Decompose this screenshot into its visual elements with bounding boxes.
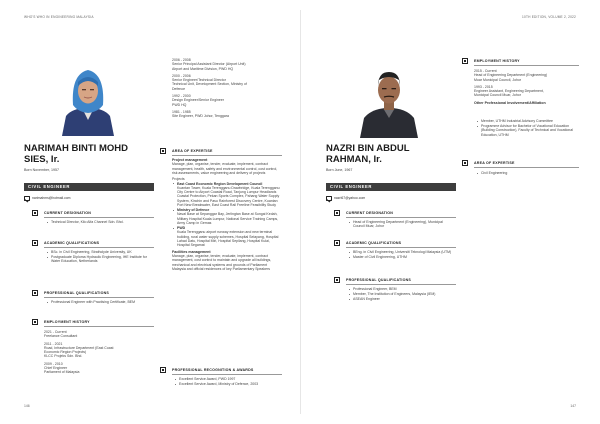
employment-line: Senior Principal Assistant Director (Airport Unit) (172, 62, 246, 67)
facilities-management-text: Manage, plan, organise, tender, evaluate, implement, contract management, cost control to maintain and upgrade all buildings, mechanical and electrical systems and grounds of Parliament Malaysia and official residences of key Parliamentary Speakers (172, 254, 272, 271)
other-involvement-title: Other Professional Involvement/Affiliation (474, 100, 546, 105)
right-email-text: nazri67@yahoo.com (334, 196, 366, 201)
left-academic-title: ACADEMIC QUALIFICATIONS (44, 241, 100, 245)
list-item: BSc. in Civil Engineering, Strathclyde University, UK (46, 250, 151, 254)
list-item: Programme Advisor for Bachelor of Vocational Education (Building Construction), Faculty of Technical and Vocational Education, UTHM (476, 124, 576, 137)
left-profession-band: CIVIL ENGINEER (24, 183, 154, 191)
list-item: Civil Engineering (476, 171, 576, 175)
project-management-text: Manage, plan, organise, tender, evaluate, implement, contract management, health, safety and environmental control, cost control, risk assessments, value engineering and delivery of projects (172, 162, 278, 175)
section-rule (346, 284, 456, 285)
left-person-name (24, 144, 128, 165)
left-current-title: CURRENT DESIGNATION (44, 211, 92, 215)
list-item (172, 226, 280, 247)
list-item: Postgraduate Diploma Hydraulic Engineering, IHE Institute for Water Education, Netherlands (46, 255, 151, 264)
projects-label: Projects (172, 177, 185, 182)
right-current-title: CURRENT DESIGNATION (346, 211, 394, 215)
right-name-line2: RAHMAN, Ir. (326, 153, 382, 165)
list-item: Professional Engineer with Practising Certificate, BEM (46, 300, 151, 304)
employment-line: Freelance Consultant (44, 334, 78, 339)
left-page-header: WHO'S WHO IN ENGINEERING MALAYSIA (24, 15, 94, 19)
section-rule (474, 167, 579, 168)
left-current-list (46, 220, 151, 225)
employment-line: Municipal Council Muar, Johor (474, 93, 521, 98)
list-item: Technical Director, Kilo Alfa Channel Sdn. Bhd. (46, 220, 151, 224)
right-employment-list (474, 69, 579, 105)
facilities-management-title: Facilities management (172, 249, 211, 254)
employment-line: Head of Engineering Department (Engineering) (474, 73, 548, 78)
section-marker-icon (462, 160, 468, 166)
list-item (172, 182, 280, 208)
left-email-text: narimahms@hotmail.com (32, 196, 71, 201)
left-email (24, 196, 71, 201)
section-marker-icon (32, 319, 38, 325)
left-recognition-list (174, 377, 279, 387)
section-marker-icon (334, 210, 340, 216)
employment-line: Road, Infrastructure Department (East Coast (44, 345, 114, 350)
right-current-list (348, 220, 453, 229)
left-page-number: 146 (24, 404, 30, 408)
page-gutter (300, 10, 301, 414)
section-marker-icon (334, 277, 340, 283)
employment-line: Technical Unit, Development Section, Ministry of (172, 82, 247, 87)
section-rule (172, 155, 282, 156)
section-marker-icon (32, 290, 38, 296)
right-profession-band: CIVIL ENGINEER (326, 183, 456, 191)
employment-line: Parliament of Malaysia (44, 370, 80, 375)
employment-line: KLCC Projeks Sdn. Bhd. (44, 354, 83, 359)
left-employment-list (44, 330, 154, 375)
section-rule (346, 247, 456, 248)
right-expertise-list (476, 171, 576, 176)
left-expertise-title: AREA OF EXPERTISE (172, 149, 213, 153)
employment-line: Airport and Maritime Division, PWD HQ (172, 66, 234, 71)
list-item: Master of Civil Engineering, UTHM (348, 255, 453, 259)
employment-line: Chief Engineer (44, 366, 68, 371)
right-other-list (476, 119, 576, 138)
left-professional-title: PROFESSIONAL QUALIFICATIONS (44, 291, 109, 295)
section-rule (44, 326, 154, 327)
project-title: Ministry of Defence (177, 208, 210, 213)
employment-line: Site Engineer, PWD Johor, Tenggara (172, 114, 229, 119)
right-professional-title: PROFESSIONAL QUALIFICATIONS (346, 278, 411, 282)
employment-line: PWD HQ (172, 102, 187, 107)
right-person-name (326, 144, 410, 165)
project-text: Kuala Terengganu airport runway extension and new terminal building, rural water supply schemes, Hospital Selayang, Hospital Lahad Datu, Hospital Miri, Hospital Sepilang, Hospital Kulai, Hospital Segamat (177, 230, 279, 248)
project-text: Naval Base at Sepanggar Bay, Jerlingtan Base at Sungai Kedah, Military Hospital Kuala Lumpur, National Service Training Camps, Army Camp in Gemas (177, 212, 279, 226)
left-academic-list (46, 250, 151, 264)
left-name-line1: NARIMAH BINTI MOHD (24, 143, 128, 154)
left-employment-title: EMPLOYMENT HISTORY (44, 320, 90, 324)
left-profile-photo (58, 60, 118, 136)
employment-line: Engineer Assistant, Engineering Department, (474, 89, 544, 94)
right-professional-list (348, 287, 453, 302)
list-item: Head of Engineering Department (Engineering), Municipal Council Muar, Johor (348, 220, 453, 229)
list-item: ASEAN Engineer (348, 297, 453, 301)
employment-years: 2006 - 2008 (172, 58, 191, 62)
section-rule (44, 217, 154, 218)
employment-years: 2009 - 2010 (44, 361, 63, 366)
employment-years: 1981 - 1985 (172, 109, 191, 114)
section-rule (44, 297, 154, 298)
list-item: Excellent Service Award, Ministry of Defence, 2003 (174, 382, 279, 386)
list-item: BEng. in Civil Engineering, Universiti Teknologi Malaysia (UTM) (348, 250, 453, 254)
email-icon (326, 196, 332, 201)
employment-years: 1993 - 2015 (474, 84, 493, 89)
employment-years: 2011 - 2021 (44, 341, 63, 346)
right-profile-photo (358, 60, 420, 138)
portrait-woman-icon (58, 60, 118, 136)
right-page-header: 10TH EDITION, VOLUME 2, 2022 (522, 15, 576, 19)
section-rule (474, 65, 579, 66)
project-title: East Coast Economic Region Development Council (177, 181, 263, 186)
section-marker-icon (160, 148, 166, 154)
employment-line: Economic Region Projects) (44, 350, 87, 355)
section-rule (44, 247, 154, 248)
right-name-line1: NAZRI BIN ABDUL (326, 143, 410, 154)
right-email (326, 196, 365, 201)
right-expertise-title: AREA OF EXPERTISE (474, 161, 515, 165)
list-item: Member, UTHM Industrial Advisory Committee (476, 119, 576, 123)
right-employment-title: EMPLOYMENT HISTORY (474, 59, 520, 63)
list-item: Professional Engineer, BEM (348, 287, 453, 291)
section-rule (346, 217, 456, 218)
left-recognition-title: PROFESSIONAL RECOGNITION & AWARDS (172, 368, 254, 372)
employment-years: 2021 - Current (44, 330, 67, 334)
employment-line: Muar Municipal Council, Johor (474, 77, 522, 82)
employment-line: Senior Engineer/Technical Director (172, 78, 226, 83)
section-rule (172, 374, 282, 375)
employment-years: 1992 - 2000 (172, 94, 191, 99)
right-born: Born June, 1967 (326, 168, 353, 172)
employment-years: 2000 - 2006 (172, 73, 191, 78)
right-page-number: 147 (570, 404, 576, 408)
list-item: Member, The Institution of Engineers, Malaysia (IEM) (348, 292, 453, 296)
employment-line: Defence (172, 86, 186, 91)
projects-list (172, 182, 280, 248)
list-item (172, 208, 280, 225)
employment-line: Design Engineer/Senior Engineer (172, 98, 224, 103)
right-academic-title: ACADEMIC QUALIFICATIONS (346, 241, 402, 245)
left-employment-continued (172, 58, 282, 119)
email-icon (24, 196, 30, 201)
section-marker-icon (32, 210, 38, 216)
list-item: Excellent Service Award, PWD 1997 (174, 377, 279, 381)
right-academic-list (348, 250, 453, 260)
project-management-title: Project management (172, 158, 208, 162)
left-expertise-body (172, 158, 280, 271)
left-professional-list (46, 300, 151, 305)
project-title: PWD (177, 226, 186, 231)
employment-years: 2015 - Current (474, 69, 497, 73)
section-marker-icon (334, 240, 340, 246)
project-text: Kuantan Tower, Kuala Terengganu Drawbridge, Kuala Terengganu City Centre to Airport Coastal Road, Tanjung Lumpur Headlands Coastal Protection, Pekan Sports Complex, Pahang Water Supply System, Kinchin and Pasu Rainforest Discovery Centre, Kuantan Port New Breakwater, East Coast Rail Freeline Feasibility Study (177, 185, 280, 208)
section-marker-icon (32, 240, 38, 246)
section-marker-icon (160, 367, 166, 373)
left-name-line2: SIES, Ir. (24, 153, 60, 165)
left-born: Born November, 1957 (24, 168, 59, 172)
section-marker-icon (462, 58, 468, 64)
portrait-man-icon (358, 60, 420, 138)
